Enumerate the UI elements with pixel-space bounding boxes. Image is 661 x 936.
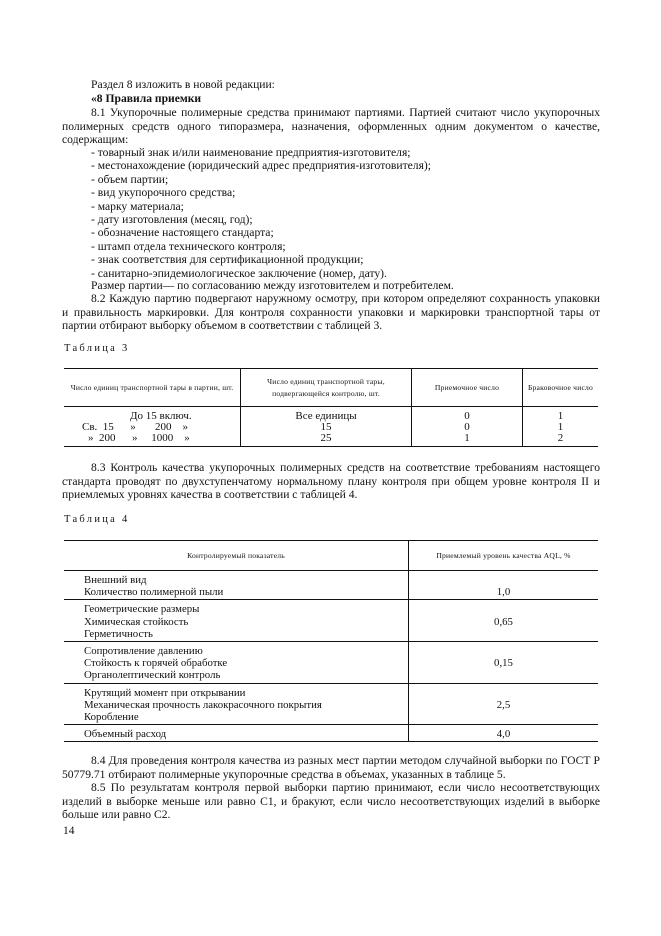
indicator: Органолептический контроль (84, 669, 221, 682)
indicator: Герметичность (84, 627, 153, 640)
list-item: - местонахождение (юридический адрес предприятия-изготовителя); (91, 159, 431, 173)
list-item: - санитарно-эпидемиологическое заключение (номер, дату). (91, 266, 387, 280)
table3-header: Число единиц транспортной тары в партии, шт. (64, 369, 241, 407)
indicator: Стойкость к горячей обработке (84, 657, 228, 670)
table-header-row (64, 541, 598, 571)
table-cell: 0,15 (409, 642, 599, 684)
table-cell: 2,5 (409, 683, 599, 725)
list-item: - знак соответствия для сертификационной продукции; (91, 253, 364, 267)
table-cell (64, 571, 409, 600)
table-cell (64, 642, 409, 684)
table3-header: Браковочное число (523, 369, 599, 407)
table-cell: До 15 включ. (130, 410, 192, 422)
page-number: 14 (63, 825, 75, 837)
table-cell: 1 (523, 407, 599, 423)
table-cell: 2 (523, 433, 599, 447)
table3-header: Число единиц транспортной тары, подвергающейся контролю, шт. (241, 369, 412, 407)
table-row (64, 642, 598, 684)
table4-caption: Таблица 4 (64, 514, 130, 525)
table-cell: » 200 » 1000 » (64, 433, 241, 447)
table-cell: 25 (241, 433, 412, 447)
table4-header: Контролируемый показатель (64, 541, 409, 571)
indicator: Внешний вид (84, 574, 147, 586)
indicator: Химическая стойкость (84, 615, 189, 628)
table-cell (64, 683, 409, 725)
lot-size-line: Размер партии— по согласованию между изготовителем и потребителем. (91, 279, 454, 292)
table-cell: 15 (241, 422, 412, 433)
indicator: Крутящий момент при открывании (84, 686, 246, 699)
list-item: - товарный знак и/или наименование предприятия-изготовителя; (91, 146, 411, 159)
table-row (64, 407, 598, 423)
table-cell: 0 (412, 407, 523, 423)
table4-header: Приемлемый уровень качества AQL, % (409, 541, 599, 571)
intro-line: Раздел 8 изложить в новой редакции: (91, 78, 275, 91)
table-cell: 1 (412, 433, 523, 447)
table-cell: Все единицы (241, 407, 412, 423)
table-row (64, 725, 598, 742)
table-cell (64, 725, 409, 742)
table-cell: Св. 15 » 200 » (82, 421, 189, 433)
indicator: Коробление (84, 711, 139, 724)
table3-caption: Таблица 3 (64, 343, 130, 354)
section-heading: «8 Правила приемки (91, 92, 202, 105)
list-item: - марку материала; (91, 199, 184, 213)
table-row (64, 600, 598, 642)
table-4 (64, 540, 598, 742)
table-row (64, 683, 598, 725)
indicator: Геометрические размеры (84, 603, 200, 616)
table-row (64, 571, 598, 600)
table3-header: Приемочное число (412, 369, 523, 407)
list-item: - штамп отдела технического контроля; (91, 239, 286, 253)
table-cell: 0,65 (409, 600, 599, 642)
table-cell (64, 600, 409, 642)
table-cell: 1 (523, 422, 599, 433)
paragraph-8-4: 8.4 Для проведения контроля качества из разных мест партии методом случайной выборки по ГОСТ Р 50779.71 отбирают полимерные укупорочные средства в объемах, указанных в таблице 5. (62, 754, 600, 781)
list-item: - вид укупорочного средства; (91, 186, 236, 200)
table-header-row (64, 369, 598, 407)
list-item: - объем партии; (91, 172, 169, 186)
table-cell: 4,0 (409, 725, 599, 742)
paragraph-8-1: 8.1 Укупорочные полимерные средства принимают партиями. Партией считают число укупорочных полимерных средств одного типоразмера, назначения, оформленных одним документом о качестве, содержащим: (62, 106, 600, 147)
list-item: - обозначение настоящего стандарта; (91, 226, 274, 240)
paragraph-8-5: 8.5 По результатам контроля первой выборки партию принимают, если число несоответствующих изделий в выборке меньше или равно С1, и бракуют, если число несоответствующих изделий в выборке больше или равно С2. (62, 781, 600, 822)
paragraph-8-3: 8.3 Контроль качества укупорочных полимерных средств на соответствие требованиям настоящего стандарта проводят по двухступенчатому нормальному плану контроля при общем уровне контроля II и приемлемых уровнях качества в соответствии с таблицей 4. (62, 461, 600, 502)
table-cell: 1,0 (409, 571, 599, 600)
indicator: Механическая прочность лакокрасочного покрытия (84, 698, 322, 711)
list-item: - дату изготовления (месяц, год); (91, 213, 253, 227)
contents-list (91, 146, 431, 280)
table-cell: 0 (412, 422, 523, 433)
indicator: Объемный расход (84, 728, 167, 741)
paragraph-8-2: 8.2 Каждую партию подвергают наружному осмотру, при котором определяют сохранность упаковки и правильность маркировки. Для контроля сохранности упаковки и маркировки транспортной тары от партии отбирают выборку объемом в соответствии с таблицей 3. (62, 292, 600, 333)
indicator: Количество полимерной пыли (84, 586, 224, 599)
table-row (64, 433, 598, 447)
indicator: Сопротивление давлению (84, 645, 203, 658)
table-3 (64, 368, 598, 447)
